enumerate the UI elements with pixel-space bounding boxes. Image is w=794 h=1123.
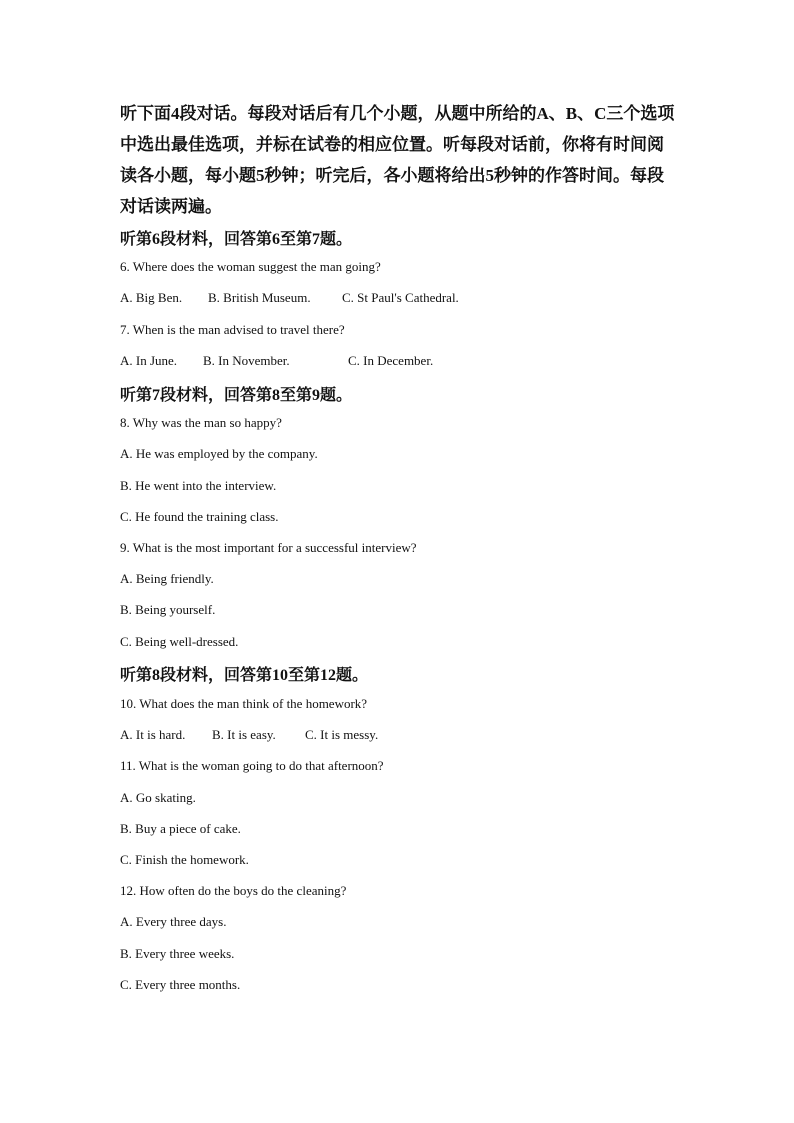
instructions-paragraph: 听下面4段对话。每段对话后有几个小题，从题中所给的A、B、C三个选项中选出最佳选项，并标在试卷的相应位置。听每段对话前，你将有时间阅读各小题，每小题5秒钟；听完后，各小题将给出5秒钟的作答时间。每段对话读两遍。 <box>120 104 675 216</box>
section-heading-7: 听第7段材料，回答第8至第9题。 <box>120 387 353 404</box>
option-a: A. It is hard. <box>120 727 186 742</box>
question-6: 6. Where does the woman suggest the man going? <box>120 259 381 274</box>
question-11: 11. What is the woman going to do that afternoon? <box>120 758 384 773</box>
option-b: B. British Museum. <box>208 290 311 305</box>
question-11-option-c: C. Finish the homework. <box>120 852 249 867</box>
question-7: 7. When is the man advised to travel there? <box>120 322 345 337</box>
option-b: B. In November. <box>203 353 290 368</box>
question-10-options <box>120 727 378 743</box>
question-12-option-b: B. Every three weeks. <box>120 946 235 961</box>
question-8-option-a: A. He was employed by the company. <box>120 446 318 461</box>
question-8-option-b: B. He went into the interview. <box>120 478 277 493</box>
question-12-option-a: A. Every three days. <box>120 914 227 929</box>
option-c: C. St Paul's Cathedral. <box>342 290 459 305</box>
option-c: C. In December. <box>348 353 434 368</box>
question-8: 8. Why was the man so happy? <box>120 415 282 430</box>
question-9-option-a: A. Being friendly. <box>120 571 214 586</box>
question-9-option-b: B. Being yourself. <box>120 602 216 617</box>
section-heading-6: 听第6段材料，回答第6至第7题。 <box>120 231 353 248</box>
section-heading-8: 听第8段材料，回答第10至第12题。 <box>120 667 369 684</box>
option-a: A. In June. <box>120 353 178 368</box>
question-9: 9. What is the most important for a successful interview? <box>120 540 417 555</box>
question-9-option-c: C. Being well-dressed. <box>120 634 239 649</box>
question-12-option-c: C. Every three months. <box>120 977 241 992</box>
option-a: A. Big Ben. <box>120 290 183 305</box>
question-6-options <box>120 290 459 306</box>
question-8-option-c: C. He found the training class. <box>120 509 279 524</box>
option-b: B. It is easy. <box>212 727 276 742</box>
question-7-options <box>120 353 433 369</box>
question-12: 12. How often do the boys do the cleaning? <box>120 883 347 898</box>
option-c: C. It is messy. <box>305 727 379 742</box>
question-11-option-b: B. Buy a piece of cake. <box>120 821 241 836</box>
question-11-option-a: A. Go skating. <box>120 790 196 805</box>
question-10: 10. What does the man think of the homework? <box>120 696 368 711</box>
